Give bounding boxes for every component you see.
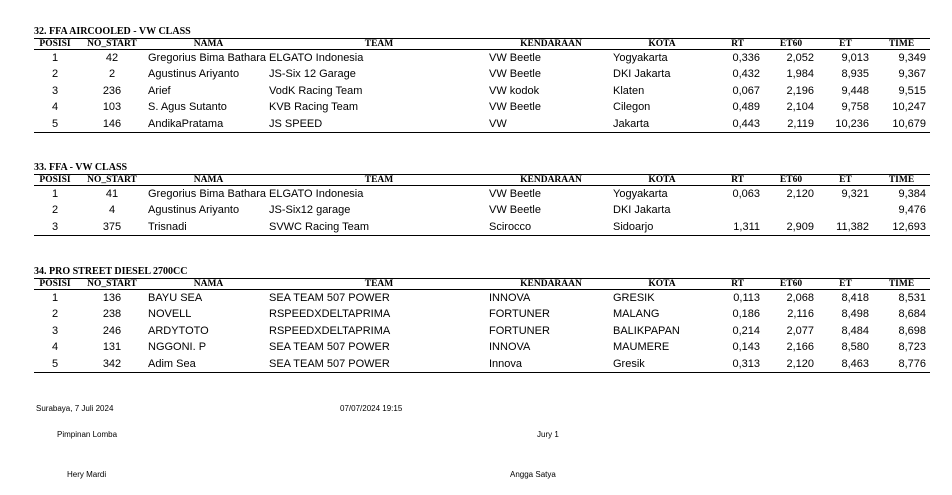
column-header-no-start: NO_START: [87, 175, 137, 185]
cell-et60: 2,909: [786, 220, 814, 233]
cell-time: 9,384: [898, 188, 926, 200]
cell-et: 9,013: [841, 52, 869, 64]
column-header-nama: NAMA: [193, 175, 224, 185]
cell-time: 8,531: [898, 292, 926, 304]
results-table: [34, 38, 930, 133]
table-row: [34, 186, 930, 203]
cell-rt: [711, 202, 764, 219]
cell-et60: 2,116: [787, 308, 814, 321]
cell-et60: 2,077: [786, 324, 814, 337]
cell-et: 11,382: [836, 220, 869, 233]
cell-rt: 0,313: [732, 357, 760, 370]
cell-kendaraan: VW Beetle: [489, 101, 541, 114]
column-header-kendaraan: KENDARAAN: [520, 175, 582, 185]
column-header-kota: KOTA: [648, 39, 676, 49]
cell-no-start: 342: [102, 357, 122, 370]
footer-left-name: Hery Mardi: [67, 470, 107, 479]
table-row: [34, 290, 930, 307]
column-header-et60: ET60: [779, 39, 803, 49]
cell-time: 9,367: [898, 68, 926, 81]
cell-rt: 0,063: [732, 188, 760, 200]
column-header-no-start: NO_START: [87, 39, 137, 49]
cell-kota: MALANG: [613, 308, 660, 321]
cell-time: 10,247: [892, 101, 926, 114]
cell-nama: Arief: [148, 84, 171, 97]
cell-et: 9,321: [841, 188, 869, 200]
cell-kendaraan: INNOVA: [489, 292, 531, 304]
header-row: [34, 175, 930, 186]
cell-team: VodK Racing Team: [269, 84, 363, 97]
cell-et60: 2,196: [786, 84, 814, 97]
cell-posisi: 4: [51, 341, 59, 354]
cell-et60: 2,052: [786, 52, 814, 64]
cell-et: 8,935: [841, 68, 869, 81]
cell-et60: 2,120: [786, 357, 814, 370]
cell-time: 9,349: [898, 52, 926, 64]
cell-nama: Gregorius Bima Bathara: [148, 188, 266, 200]
cell-nama: Gregorius Bima Bathara: [148, 52, 266, 64]
cell-et60: [764, 202, 818, 219]
cell-team: SEA TEAM 507 POWER: [269, 292, 390, 304]
results-table: [34, 174, 930, 236]
cell-nama: Adim Sea: [148, 357, 196, 370]
cell-no-start: 246: [102, 324, 122, 337]
section-title: 33. FFA - VW CLASS: [34, 162, 128, 173]
cell-time: 8,776: [898, 357, 926, 370]
cell-time: 8,698: [898, 324, 926, 337]
cell-rt: 0,113: [733, 292, 760, 304]
table-row: [34, 99, 930, 116]
cell-nama: Agustinus Ariyanto: [148, 68, 240, 81]
cell-rt: 1,311: [733, 220, 760, 233]
column-header-posisi: POSISI: [39, 279, 71, 289]
cell-team: RSPEEDXDELTAPRIMA: [269, 308, 391, 321]
cell-team: ELGATO Indonesia: [269, 52, 364, 64]
cell-team: SEA TEAM 507 POWER: [269, 341, 390, 354]
column-header-et: ET: [839, 39, 852, 49]
cell-no-start: 146: [102, 117, 122, 130]
cell-et: 8,463: [841, 357, 869, 370]
section-title: 34. PRO STREET DIESEL 2700CC: [34, 266, 188, 277]
cell-no-start: 103: [102, 101, 122, 114]
cell-no-start: 238: [102, 308, 122, 321]
cell-posisi: 2: [51, 308, 59, 321]
header-row: [34, 39, 930, 50]
cell-et: 10,236: [835, 117, 869, 130]
section-pro-street-diesel: [34, 266, 930, 373]
cell-rt: 0,336: [732, 52, 760, 64]
cell-team: RSPEEDXDELTAPRIMA: [269, 324, 391, 337]
cell-posisi: 3: [51, 84, 59, 97]
column-header-rt: RT: [731, 279, 744, 289]
cell-posisi: 5: [51, 357, 59, 370]
cell-time: 9,515: [898, 84, 926, 97]
cell-time: 10,679: [892, 117, 926, 130]
table-row: [34, 356, 930, 373]
cell-no-start: 42: [105, 52, 119, 64]
column-header-posisi: POSISI: [39, 39, 71, 49]
cell-no-start: 236: [102, 84, 122, 97]
cell-kendaraan: FORTUNER: [489, 324, 550, 337]
cell-et60: 2,119: [787, 117, 814, 130]
column-header-time: TIME: [888, 39, 915, 49]
footer-timestamp: 07/07/2024 19:15: [340, 404, 403, 413]
table-row: [34, 66, 930, 83]
cell-kendaraan: VW Beetle: [489, 68, 541, 81]
cell-posisi: 3: [51, 220, 59, 233]
cell-kota: BALIKPAPAN: [613, 324, 680, 337]
cell-posisi: 1: [51, 52, 59, 64]
column-header-time: TIME: [888, 175, 915, 185]
cell-time: 8,684: [898, 308, 926, 321]
column-header-rt: RT: [731, 39, 744, 49]
cell-et: 9,758: [841, 101, 869, 114]
cell-kota: DKI Jakarta: [613, 68, 671, 81]
column-header-kendaraan: KENDARAAN: [520, 279, 582, 289]
cell-team: ELGATO Indonesia: [269, 188, 364, 200]
results-table: [34, 278, 930, 373]
column-header-team: TEAM: [364, 39, 394, 49]
cell-kota: Cilegon: [613, 101, 651, 114]
column-header-et60: ET60: [779, 175, 803, 185]
cell-no-start: 4: [108, 204, 116, 217]
cell-no-start: 375: [102, 220, 122, 233]
cell-et: [818, 202, 873, 219]
cell-rt: 0,489: [732, 101, 760, 114]
cell-nama: NOVELL: [148, 308, 192, 321]
cell-et60: 1,984: [786, 68, 814, 81]
cell-et: 8,418: [841, 292, 869, 304]
cell-et60: 2,068: [786, 292, 814, 304]
cell-kendaraan: INNOVA: [489, 341, 531, 354]
cell-kota: Yogyakarta: [613, 52, 668, 64]
cell-rt: 0,186: [732, 308, 760, 321]
column-header-kota: KOTA: [648, 279, 676, 289]
cell-kota: Klaten: [613, 84, 645, 97]
cell-kendaraan: VW Beetle: [489, 204, 541, 217]
cell-posisi: 5: [51, 117, 59, 130]
cell-posisi: 3: [51, 324, 59, 337]
cell-et: 9,448: [841, 84, 869, 97]
cell-rt: 0,067: [732, 84, 760, 97]
column-header-no-start: NO_START: [87, 279, 137, 289]
table-row: [34, 83, 930, 100]
footer-right-name: Angga Satya: [510, 470, 556, 479]
footer-right-role: Jury 1: [537, 430, 559, 439]
cell-posisi: 2: [51, 68, 59, 81]
cell-kendaraan: Scirocco: [489, 220, 532, 233]
cell-et60: 2,104: [786, 101, 814, 114]
cell-posisi: 1: [51, 188, 59, 200]
table-row: [34, 219, 930, 236]
cell-kendaraan: FORTUNER: [489, 308, 550, 321]
footer-place-date: Surabaya, 7 Juli 2024: [36, 404, 114, 413]
cell-et60: 2,166: [786, 341, 814, 354]
cell-rt: 0,214: [732, 324, 760, 337]
cell-nama: ARDYTOTO: [148, 324, 209, 337]
cell-nama: Trisnadi: [148, 220, 187, 233]
column-header-et: ET: [839, 279, 852, 289]
cell-rt: 0,143: [732, 341, 760, 354]
cell-kendaraan: VW Beetle: [489, 52, 541, 64]
cell-time: 9,476: [898, 204, 926, 217]
table-row: [34, 339, 930, 356]
cell-et: 8,580: [841, 341, 869, 354]
cell-kota: Gresik: [613, 357, 645, 370]
cell-no-start: 131: [102, 341, 122, 354]
column-header-posisi: POSISI: [39, 175, 71, 185]
table-row: [34, 116, 930, 133]
column-header-kendaraan: KENDARAAN: [520, 39, 582, 49]
column-header-rt: RT: [731, 175, 744, 185]
column-header-team: TEAM: [364, 279, 394, 289]
column-header-et: ET: [839, 175, 852, 185]
cell-kota: Jakarta: [613, 117, 650, 130]
cell-kota: Yogyakarta: [613, 188, 668, 200]
cell-nama: NGGONI. P: [148, 341, 207, 354]
section-title: 32. FFA AIRCOOLED - VW CLASS: [34, 26, 191, 37]
cell-et: 8,484: [841, 324, 869, 337]
cell-et: 8,498: [841, 308, 869, 321]
header-row: [34, 279, 930, 290]
cell-team: JS-Six12 garage: [269, 204, 351, 217]
cell-no-start: 2: [108, 68, 116, 81]
table-row: [34, 50, 930, 67]
table-row: [34, 306, 930, 323]
section-ffa-vw: [34, 162, 930, 236]
cell-nama: S. Agus Sutanto: [148, 101, 227, 114]
cell-no-start: 41: [105, 188, 119, 200]
section-ffa-aircooled-vw: [34, 26, 930, 133]
column-header-team: TEAM: [364, 175, 394, 185]
cell-team: JS SPEED: [269, 117, 323, 130]
cell-kota: MAUMERE: [613, 341, 670, 354]
cell-time: 12,693: [892, 220, 926, 233]
cell-kota: DKI Jakarta: [613, 204, 671, 217]
cell-nama: Agustinus Ariyanto: [148, 204, 240, 217]
cell-kota: GRESIK: [613, 292, 655, 304]
column-header-time: TIME: [888, 279, 915, 289]
cell-rt: 0,443: [732, 117, 760, 130]
cell-kendaraan: VW: [489, 117, 507, 130]
column-header-kota: KOTA: [648, 175, 676, 185]
cell-no-start: 136: [102, 292, 122, 304]
cell-team: SEA TEAM 507 POWER: [269, 357, 390, 370]
cell-nama: AndikaPratama: [148, 117, 224, 130]
cell-nama: BAYU SEA: [148, 292, 203, 304]
cell-kendaraan: VW kodok: [489, 84, 540, 97]
cell-et60: 2,120: [786, 188, 814, 200]
cell-kota: Sidoarjo: [613, 220, 654, 233]
column-header-nama: NAMA: [193, 39, 224, 49]
footer-left-role: Pimpinan Lomba: [57, 430, 118, 439]
column-header-et60: ET60: [779, 279, 803, 289]
cell-team: SVWC Racing Team: [269, 220, 370, 233]
cell-team: JS-Six 12 Garage: [269, 68, 356, 81]
cell-posisi: 4: [51, 101, 59, 114]
cell-kendaraan: Innova: [489, 357, 523, 370]
cell-posisi: 1: [51, 292, 59, 304]
cell-team: KVB Racing Team: [269, 101, 359, 114]
table-row: [34, 202, 930, 219]
cell-posisi: 2: [51, 204, 59, 217]
table-row: [34, 323, 930, 340]
column-header-nama: NAMA: [193, 279, 224, 289]
cell-kendaraan: VW Beetle: [489, 188, 541, 200]
cell-time: 8,723: [898, 341, 926, 354]
cell-rt: 0,432: [732, 68, 760, 81]
